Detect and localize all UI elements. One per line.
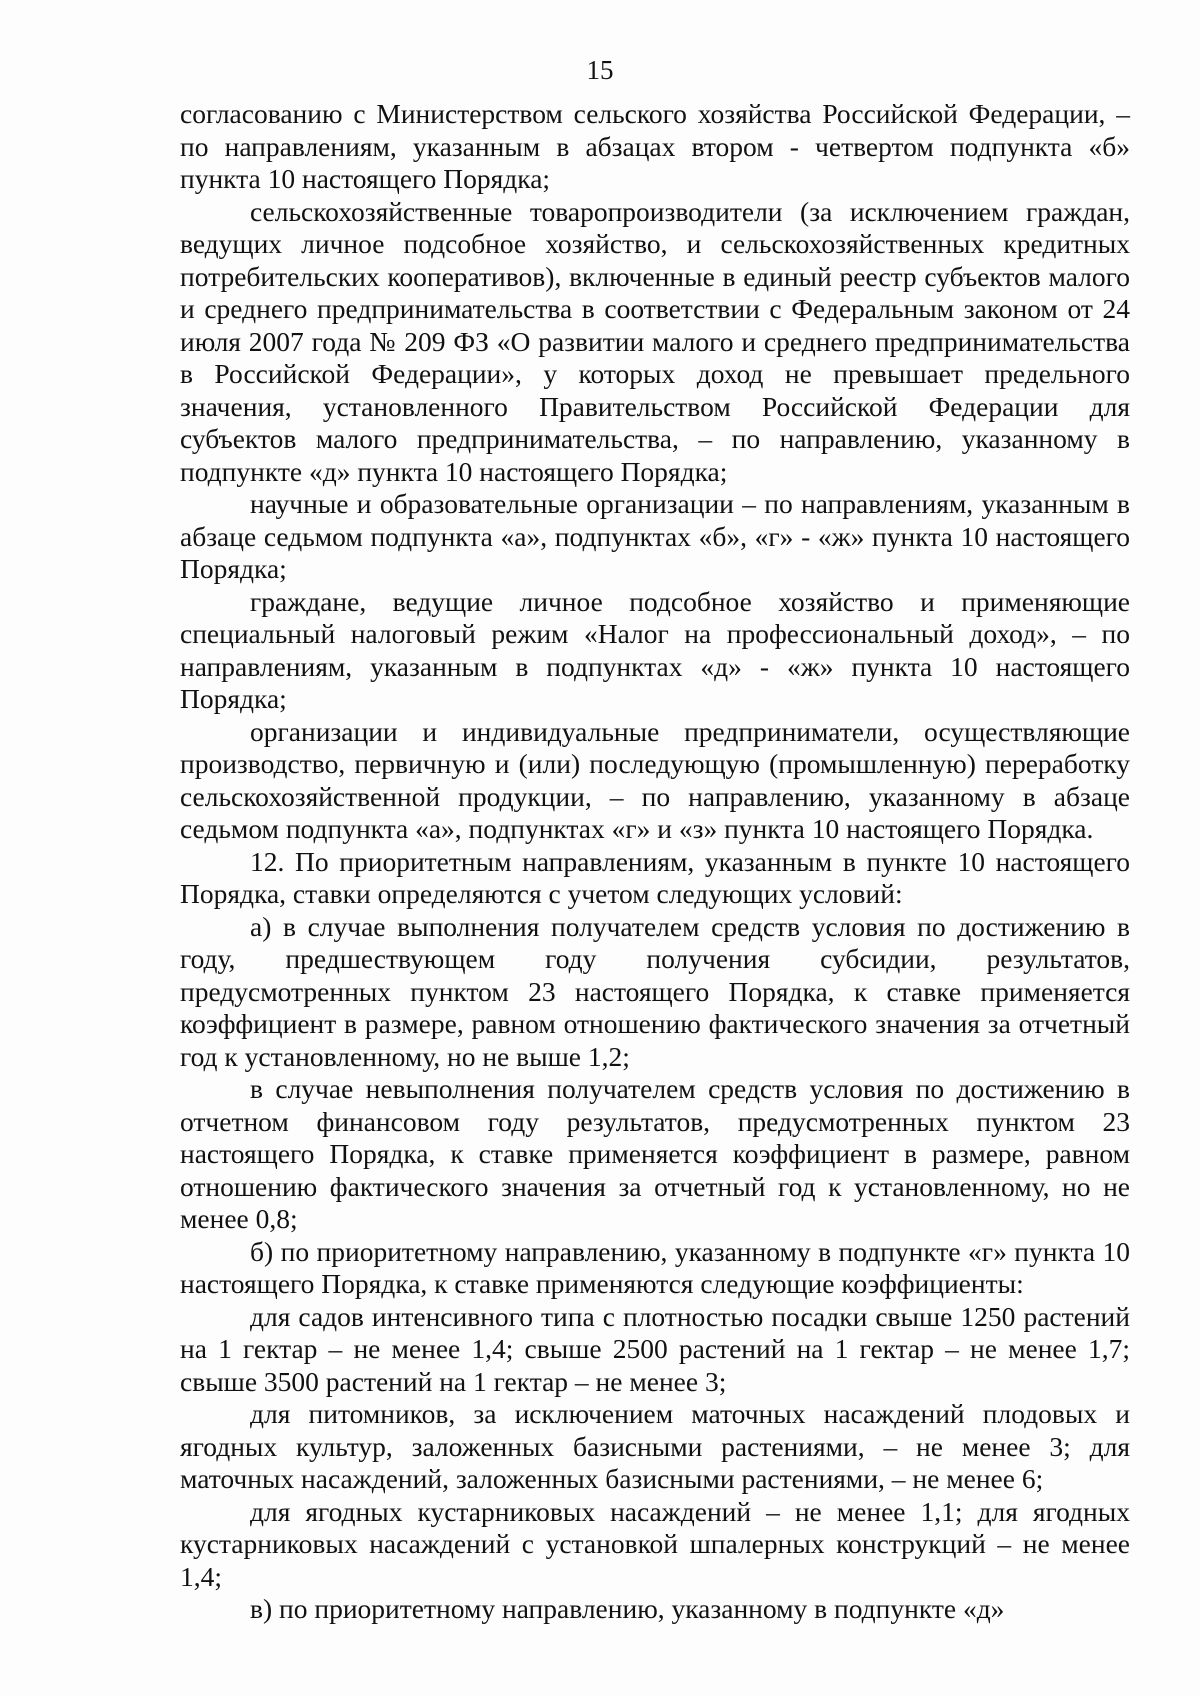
paragraph: научные и образовательные организации – по направлениям, указанным в абзаце седьмом подпункта «а», подпунктах «б», «г» - «ж» пункта 10 настоящего Порядка;	[180, 488, 1130, 584]
paragraph: в) по приоритетному направлению, указанному в подпункте «д»	[250, 1593, 1005, 1624]
paragraph: граждане, ведущие личное подсобное хозяйство и применяющие специальный налоговый режим «Налог на профессиональный доход», – по направлениям, указанным в подпунктах «д» - «ж» пункта 10 настоящего Порядка;	[180, 585, 1130, 714]
paragraph: для питомников, за исключением маточных насаждений плодовых и ягодных культур, заложенных базисными растениями, – не менее 3; для маточных насаждений, заложенных базисными растениями, – не менее 6;	[180, 1398, 1130, 1494]
paragraph: для садов интенсивного типа с плотностью посадки свыше 1250 растений на 1 гектар – не менее 1,4; свыше 2500 растений на 1 гектар – не менее 1,7; свыше 3500 растений на 1 гектар – не менее 3;	[180, 1300, 1130, 1397]
paragraph: сельскохозяйственные товаропроизводители (за исключением граждан, ведущих личное подсобное хозяйство, и сельскохозяйственных кредитных потребительских кооперативов), включенные в единый реестр субъектов малого и среднего предпринимательства в соответствии с Федеральным законом от 24 июля 2007 года № 209 ФЗ «О развитии малого и среднего предпринимательства в Российской Федерации», у которых доход не превышает предельного значения, установленного Правительством Российской Федерации для субъектов малого предпринимательства, – по направлению, указанному в подпункте «д» пункта 10 настоящего Порядка;	[180, 195, 1130, 487]
paragraph: организации и индивидуальные предприниматели, осуществляющие производство, первичную и (или) последующую (промышленную) переработку сельскохозяйственной продукции, – по направлению, указанному в абзаце седьмом подпункта «а», подпунктах «г» и «з» пункта 10 настоящего Порядка.	[180, 715, 1130, 844]
paragraph: для ягодных кустарниковых насаждений – не менее 1,1; для ягодных кустарниковых насаждений с установкой шпалерных конструкций – не менее 1,4;	[180, 1495, 1130, 1592]
paragraph: б) по приоритетному направлению, указанному в подпункте «г» пункта 10 настоящего Порядка, к ставке применяются следующие коэффициенты:	[180, 1235, 1130, 1299]
paragraph: согласованию с Министерством сельского хозяйства Российской Федерации, – по направлениям, указанным в абзацах втором - четвертом подпункта «б» пункта 10 настоящего Порядка;	[180, 98, 1130, 194]
document-body	[180, 98, 1130, 1626]
paragraph: 12. По приоритетным направлениям, указанным в пункте 10 настоящего Порядка, ставки определяются с учетом следующих условий:	[180, 845, 1130, 909]
paragraph: в случае невыполнения получателем средств условия по достижению в отчетном финансовом году результатов, предусмотренных пунктом 23 настоящего Порядка, к ставке применяется коэффициент в размере, равном отношению фактического значения за отчетный год к установленному, но не менее 0,8;	[180, 1073, 1130, 1234]
paragraph: а) в случае выполнения получателем средств условия по достижению в году, предшествующем году получения субсидии, результатов, предусмотренных пунктом 23 настоящего Порядка, к ставке применяется коэффициент в размере, равном отношению фактического значения за отчетный год к установленному, но не выше 1,2;	[180, 910, 1130, 1072]
page-number: 15	[586, 55, 614, 85]
